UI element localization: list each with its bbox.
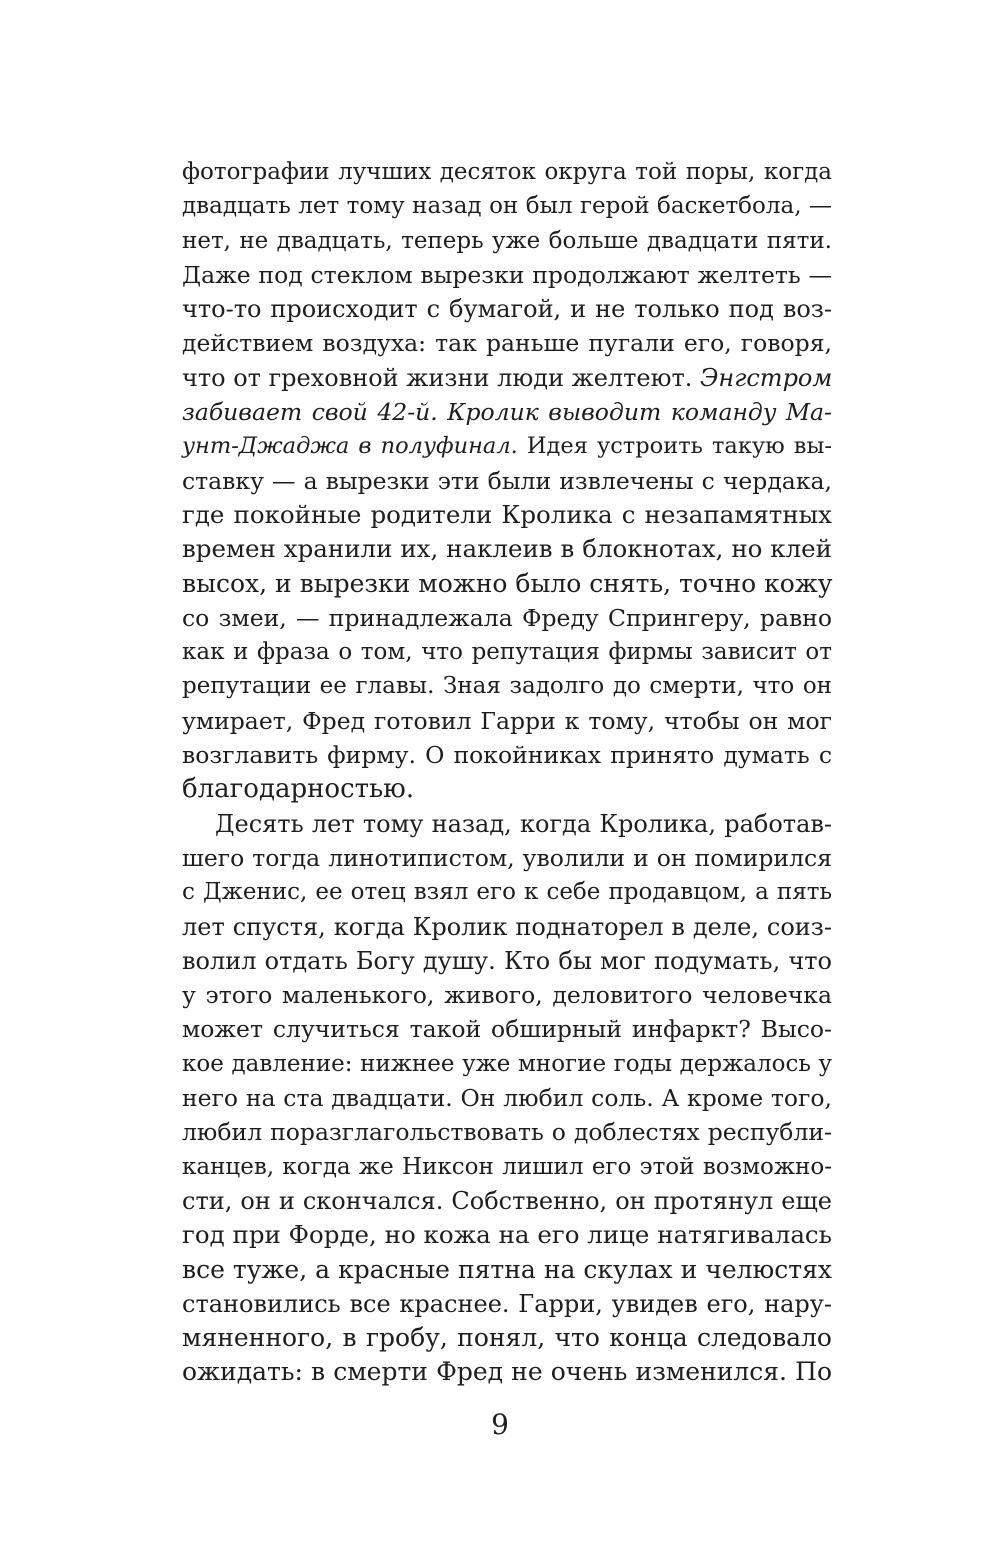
text-line: где покойные родители Кролика с незапамятных xyxy=(182,499,832,529)
text-line: фотографии лучших десяток округа той поры, когда xyxy=(182,159,832,185)
text-line-mixed xyxy=(182,429,832,463)
text-line: двадцать лет тому назад он был герой баскетбола, — xyxy=(182,193,832,220)
text-run: что от греховной жизни люди желтеют. xyxy=(182,363,701,392)
page-number: 9 xyxy=(491,1408,509,1441)
text-line-mixed xyxy=(182,361,832,395)
text-line: как и фраза о том, что репутация фирмы зависит от xyxy=(182,639,832,666)
text-line: репутации ее главы. Зная задолго до смерти, что он xyxy=(182,673,832,700)
italic-quote: забивает свой 42-й. Кролик выводит команду Ма- xyxy=(182,398,832,427)
text-line-paragraph-end: благодарностью. xyxy=(182,774,415,805)
text-line: времен хранили их, наклеив в блокнотах, но клей xyxy=(182,534,832,564)
text-line: высох, и вырезки можно было снять, точно кожу xyxy=(182,568,833,598)
text-run: Идея устроить такую вы- xyxy=(517,433,832,460)
text-line: Даже под стеклом вырезки продолжают желтеть — xyxy=(182,260,832,289)
text-line: него на ста двадцати. Он любил соль. А кроме того, xyxy=(182,1084,832,1113)
text-line: мяненного, в гробу, понял, что конца следовало xyxy=(182,1323,832,1353)
text-line: у этого маленького, живого, деловитого человечка xyxy=(182,981,832,1010)
text-line: становились все краснее. Гарри, увидев его, нару- xyxy=(182,1289,832,1318)
italic-quote: унт-Джаджа в полуфинал. xyxy=(182,433,518,460)
text-line: канцев, когда же Никсон лишил его этой возможно- xyxy=(182,1153,832,1180)
text-line: волил отдать Богу душу. Кто бы мог подумать, что xyxy=(182,946,832,975)
text-line: может случиться такой обширный инфаркт? Высо- xyxy=(182,1015,832,1044)
text-line: ставку — а вырезки эти были извлечены с чердака, xyxy=(182,466,832,495)
text-line: шего тогда линотипистом, уволили и он помирился xyxy=(182,843,832,872)
text-line: действием воздуха: так раньше пугали его, говоря, xyxy=(182,329,832,358)
text-line: все туже, а красные пятна на скулах и челюстях xyxy=(182,1254,832,1284)
italic-quote: Энгстром xyxy=(700,363,833,392)
text-line-paragraph-start: Десять лет тому назад, когда Кролика, работав- xyxy=(215,809,832,838)
text-line: возглавить фирму. О покойниках принято думать с xyxy=(182,741,832,770)
text-line: что-то происходит с бумагой, и не только под воз- xyxy=(182,295,832,324)
text-line: со змеи, — принадлежала Фреду Спрингеру, равно xyxy=(182,603,832,632)
text-line: нет, не двадцать, теперь уже больше двадцати пяти. xyxy=(182,227,832,254)
text-line: год при Форде, но кожа на его лице натягивалась xyxy=(182,1220,832,1250)
text-line-italic xyxy=(182,395,832,429)
body-text xyxy=(182,155,832,1390)
text-line: лет спустя, когда Кролик поднаторел в деле, соиз- xyxy=(182,912,832,941)
text-line: с Дженис, ее отец взял его к себе продавцом, а пять xyxy=(182,879,832,906)
text-line: кое давление: нижнее уже многие годы держалось у xyxy=(182,1050,832,1077)
text-line: ожидать: в смерти Фред не очень изменился. По xyxy=(182,1357,832,1387)
text-line: сти, он и скончался. Собственно, он протянул еще xyxy=(182,1186,832,1215)
text-line: любил поразглагольствовать о доблестях республи- xyxy=(182,1118,832,1147)
text-line: умирает, Фред готовил Гарри к тому, чтобы он мог xyxy=(182,706,832,735)
